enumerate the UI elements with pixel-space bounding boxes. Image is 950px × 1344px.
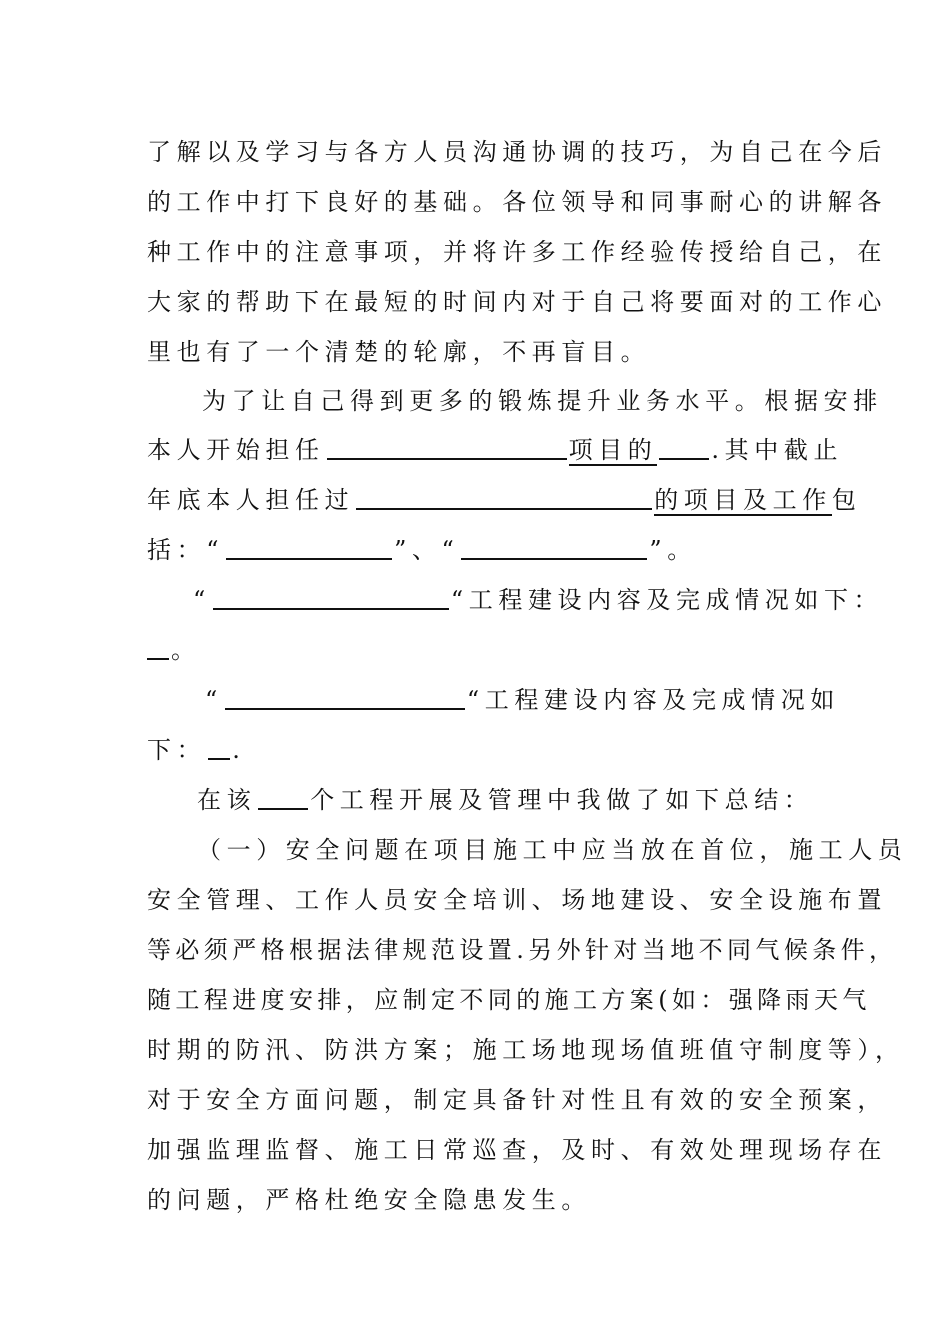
text-line-1: 了解以及学习与各方人员沟通协调的技巧，为自己在今后 [147, 138, 887, 166]
line-11-text-a: 。 [171, 636, 201, 664]
blank-field [327, 436, 567, 460]
para2-line-5: 时期的防汛、防洪方案；施工场地现场值班值守制度等）， [147, 1036, 905, 1064]
line-9-text-c: ”。 [649, 536, 697, 564]
line-13-text-a: 下： [147, 736, 207, 764]
para2-line-4: 随工程进度安排，应制定不同的施工方案(如：强降雨天气 [147, 986, 871, 1014]
text-line-4: 大家的帮助下在最短的时间内对于自己将要面对的工作心 [147, 288, 887, 316]
text-line-10 [193, 586, 883, 614]
text-line-13 [147, 736, 245, 764]
blank-field [356, 486, 652, 510]
line-14-text-a: 在该 [197, 786, 257, 814]
line-7-text-b: 项目的 [568, 436, 658, 464]
text-line-5: 里也有了一个清楚的轮廓，不再盲目。 [147, 338, 651, 366]
line-9-text-a: 括：“ [147, 536, 225, 564]
blank-field [659, 436, 709, 460]
para2-line-1: （一）安全问题在项目施工中应当放在首位，施工人员 [197, 836, 908, 864]
line-10-text-a: “ [193, 586, 211, 614]
line-12-text-a: “ [205, 686, 223, 714]
blank-field [213, 586, 449, 610]
line-8-text-c: 包 [831, 486, 862, 514]
blank-field [461, 536, 647, 560]
blank-field [225, 686, 465, 710]
line-7-text-c: .其中截止 [711, 436, 844, 464]
text-line-6: 为了让自己得到更多的锻炼提升业务水平。根据安排 [202, 387, 883, 415]
line-9-text-b: ”、“ [394, 536, 460, 564]
line-8-text-b: 的项目及工作 [654, 486, 832, 514]
blank-field [258, 786, 308, 810]
para2-line-6: 对于安全方面问题，制定具备针对性且有效的安全预案， [147, 1086, 887, 1114]
blank-field [208, 736, 230, 760]
line-13-text-b: . [232, 736, 246, 764]
para2-line-8: 的问题，严格杜绝安全隐患发生。 [147, 1186, 591, 1214]
para2-line-3: 等必须严格根据法律规范设置.另外针对当地不同气候条件， [147, 936, 898, 964]
text-line-8 [147, 486, 861, 514]
text-line-9 [147, 536, 697, 564]
text-line-7 [147, 436, 843, 464]
para2-line-2: 安全管理、工作人员安全培训、场地建设、安全设施布置 [147, 886, 887, 914]
text-line-14 [197, 786, 813, 814]
line-7-text-a: 本人开始担任 [147, 436, 325, 464]
line-10-text-b: “工程建设内容及完成情况如下： [450, 586, 884, 614]
blank-field [147, 636, 169, 660]
line-14-text-b: 个工程开展及管理中我做了如下总结： [310, 786, 814, 814]
line-8-text-a: 年底本人担任过 [147, 486, 355, 514]
text-line-11 [147, 636, 201, 664]
blank-field [226, 536, 392, 560]
text-line-12 [205, 686, 840, 714]
text-line-2: 的工作中打下良好的基础。各位领导和同事耐心的讲解各 [147, 188, 887, 216]
text-line-3: 种工作中的注意事项，并将许多工作经验传授给自己，在 [147, 238, 887, 266]
line-12-text-b: “工程建设内容及完成情况如 [466, 686, 840, 714]
para2-line-7: 加强监理监督、施工日常巡查，及时、有效处理现场存在 [147, 1136, 887, 1164]
